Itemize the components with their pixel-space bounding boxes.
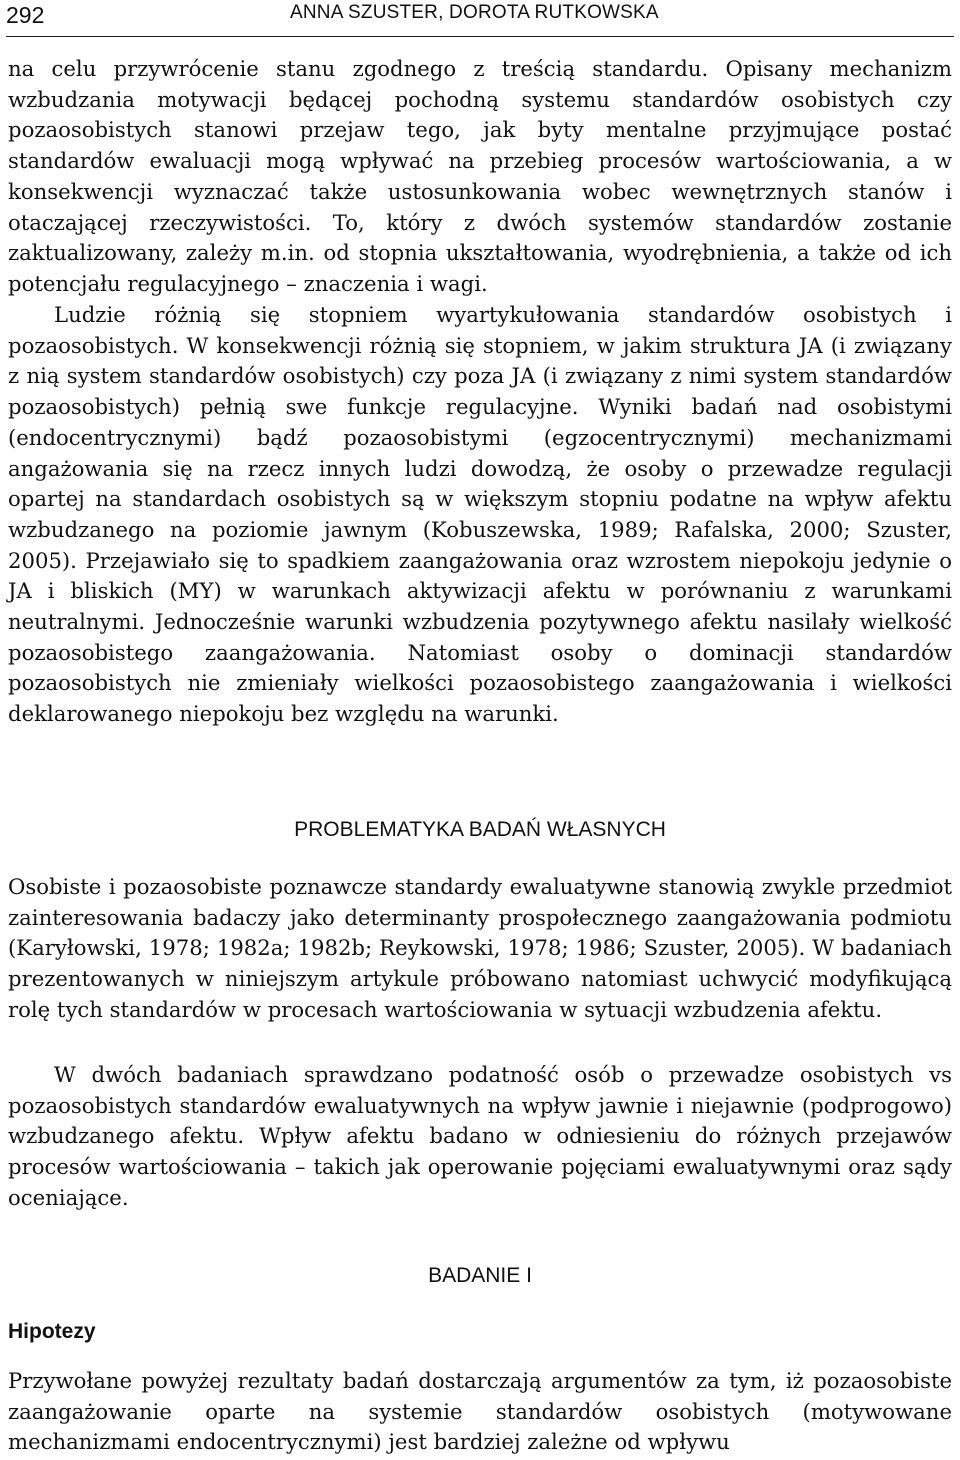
study-title: BADANIE I: [428, 1264, 532, 1287]
paragraph-1: na celu przywrócenie stanu zgodnego z treścią standardu. Opisany mechanizm wzbudzania motywacji będącej pochodną systemu standardów osobistych czy pozaosobistych stanowi przejaw tego, jak byty mentalne przyjmujące postać standardów ewaluacji mogą wpływać na przebieg procesów wartościowania, a w konsekwencji wyznaczać także ustosunkowania wobec wewnętrznych stanów i otaczającej rzeczywistości. To, który z dwóch systemów standardów zostanie zaktualizowany, zależy m.in. od stopnia ukształtowania, wyodrębnienia, a także od ich potencjału regulacyjnego – znaczenia i wagi.: [8, 56, 952, 296]
paragraph-4: [8, 1060, 952, 1214]
paragraph-2-text: Ludzie różnią się stopniem wyartykułowania standardów osobistych i pozaosobistych. W konsekwencji różnią się stopniem, w jakim struktura JA (i związany z nią system standardów osobistych) czy poza JA (i związany z nimi system standardów pozaosobistych) pełnią swe funkcje regulacyjne. Wyniki badań nad osobistymi (endocentrycznymi) bądź pozaosobistymi (egzocentrycznymi) mechanizmami angażowania się na rzecz innych ludzi dowodzą, że osoby o przewadze regulacji opartej na standardach osobistych są w większym stopniu podatne na wpływ afektu wzbudzanego na poziomie jawnym (Kobuszewska, 1989; Rafalska, 2000; Szuster, 2005). Przejawiało się to spadkiem zaangażowania oraz wzrostem niepokoju jedynie o JA i bliskich (MY) w warunkach aktywizacji afektu w porównaniu z warunkami neutralnymi. Jednocześnie warunki wzbudzenia pozytywnego afektu nasilały wielkość pozaosobistego zaangażowania. Natomiast osoby o dominacji standardów pozaosobistych nie zmieniały wielkości pozaosobistego zaangażowania i wielkości deklarowanego niepokoju bez względu na warunki.: [8, 302, 952, 727]
paragraph-3: Osobiste i pozaosobiste poznawcze standardy ewaluatywne stanowią zwykle przedmiot zainteresowania badaczy jako determinanty prospołecznego zaangażowania podmiotu (Karyłowski, 1978; 1982a; 1982b; Reykowski, 1978; 1986; Szuster, 2005). W badaniach prezentowanych w niniejszym artykule próbowano natomiast uchwycić modyfikującą rolę tych standardów w procesach wartościowania w sytuacji wzbudzenia afektu.: [8, 874, 952, 1022]
subheading: Hipotezy: [8, 1320, 96, 1343]
paragraph-5: Przywołane powyżej rezultaty badań dostarczają argumentów za tym, iż pozaosobiste zaangażowanie oparte na systemie standardów osobistych (motywowane mechanizmami endocentrycznymi) jest bardziej zależne od wpływu: [8, 1368, 952, 1455]
paragraph-4-text: W dwóch badaniach sprawdzano podatność osób o przewadze osobistych vs pozaosobistych standardów ewaluatywnych na wpływ jawnie i niejawnie (podprogowo) wzbudzanego afektu. Wpływ afektu badano w odniesieniu do różnych przejawów procesów wartościowania – takich jak operowanie pojęciami ewaluatywnymi oraz sądy oceniające.: [8, 1062, 952, 1210]
paragraph-2: [8, 300, 952, 730]
running-head: ANNA SZUSTER, DOROTA RUTKOWSKA: [290, 2, 659, 23]
page-number: 292: [6, 2, 45, 28]
page-header: [0, 0, 960, 44]
section-title: PROBLEMATYKA BADAŃ WŁASNYCH: [294, 818, 666, 841]
header-rule: [6, 36, 954, 37]
